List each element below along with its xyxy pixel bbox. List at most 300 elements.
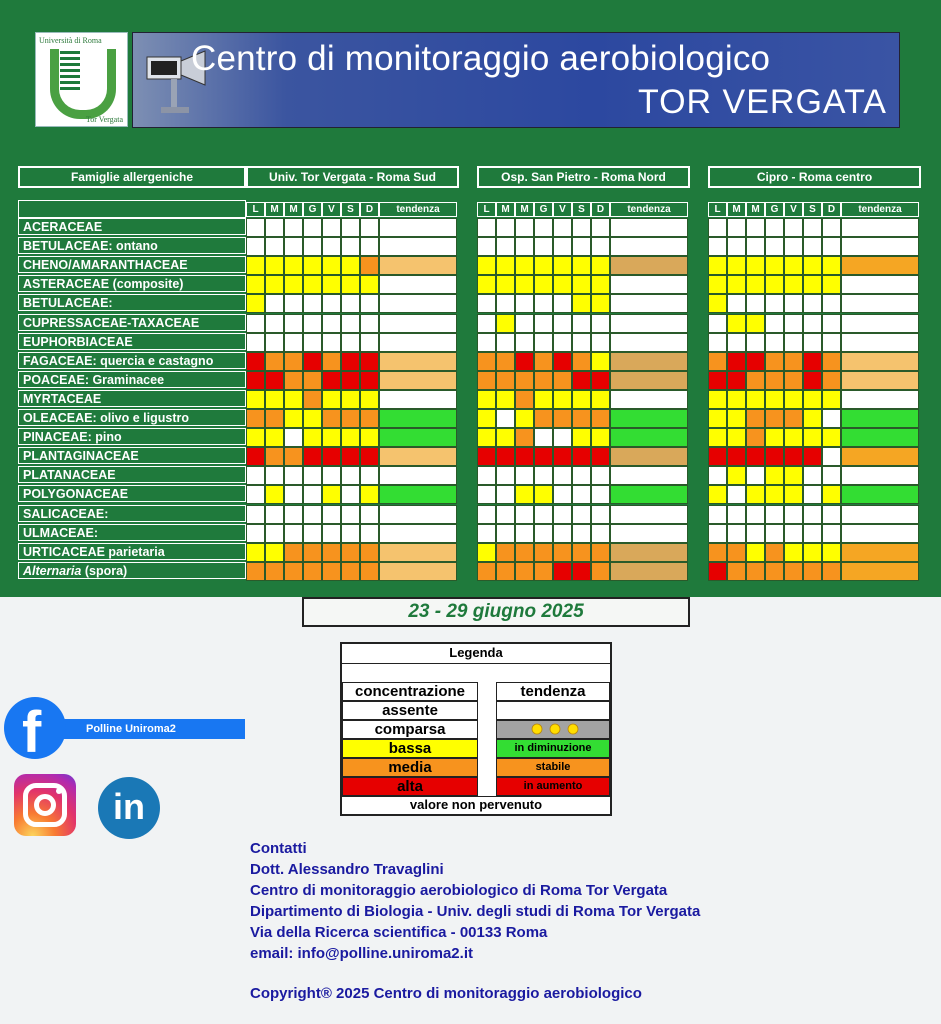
level-cell <box>765 256 784 275</box>
level-cell <box>572 428 591 447</box>
banner <box>132 32 900 128</box>
level-cell <box>360 485 379 504</box>
level-cell <box>572 562 591 581</box>
level-cell <box>784 256 803 275</box>
level-cell <box>246 447 265 466</box>
level-cell <box>341 314 360 333</box>
level-cell <box>322 294 341 313</box>
trend-cell <box>610 562 688 581</box>
level-cell <box>822 562 841 581</box>
family-label: MYRTACEAE <box>18 390 246 407</box>
family-label: ASTERACEAE (composite) <box>18 275 246 292</box>
level-cell <box>322 256 341 275</box>
level-cell <box>727 428 746 447</box>
level-cell <box>265 237 284 256</box>
level-cell <box>477 218 496 237</box>
level-cell <box>265 314 284 333</box>
instagram-icon[interactable] <box>14 774 76 836</box>
trend-cell <box>610 256 688 275</box>
level-cell <box>322 505 341 524</box>
level-cell <box>591 447 610 466</box>
level-cell <box>572 333 591 352</box>
level-cell <box>708 294 727 313</box>
trend-cell <box>610 428 688 447</box>
level-cell <box>515 524 534 543</box>
level-cell <box>784 466 803 485</box>
legend-stable: stabile <box>496 758 610 777</box>
level-cell <box>822 218 841 237</box>
level-cell <box>572 237 591 256</box>
trend-cell <box>610 505 688 524</box>
day-header: L <box>246 202 265 217</box>
level-cell <box>727 275 746 294</box>
level-cell <box>496 371 515 390</box>
level-cell <box>534 485 553 504</box>
legend-high: alta <box>342 777 478 796</box>
level-cell <box>553 390 572 409</box>
level-cell <box>265 409 284 428</box>
trend-cell <box>379 352 457 371</box>
trend-cell <box>841 256 919 275</box>
level-cell <box>246 352 265 371</box>
level-cell <box>303 505 322 524</box>
level-cell <box>803 466 822 485</box>
level-cell <box>303 218 322 237</box>
level-cell <box>822 466 841 485</box>
level-cell <box>341 371 360 390</box>
level-cell <box>246 314 265 333</box>
station-header-3: Cipro - Roma centro <box>708 166 921 188</box>
level-cell <box>496 294 515 313</box>
level-cell <box>765 314 784 333</box>
level-cell <box>496 485 515 504</box>
level-cell <box>360 390 379 409</box>
level-cell <box>534 275 553 294</box>
level-cell <box>765 333 784 352</box>
level-cell <box>708 314 727 333</box>
level-cell <box>591 409 610 428</box>
level-cell <box>341 524 360 543</box>
level-cell <box>727 390 746 409</box>
level-cell <box>784 390 803 409</box>
facebook-icon[interactable]: f <box>4 697 66 759</box>
level-cell <box>803 505 822 524</box>
trend-cell <box>841 562 919 581</box>
trend-cell <box>841 333 919 352</box>
level-cell <box>553 218 572 237</box>
trend-cell <box>379 256 457 275</box>
trend-cell <box>841 275 919 294</box>
day-header: L <box>477 202 496 217</box>
level-cell <box>284 333 303 352</box>
banner-title: Centro di monitoraggio aerobiologico <box>191 39 771 78</box>
family-label: BETULACEAE: ontano <box>18 237 246 254</box>
level-cell <box>515 409 534 428</box>
family-label: CHENO/AMARANTHACEAE <box>18 256 246 273</box>
level-cell <box>803 314 822 333</box>
level-cell <box>727 543 746 562</box>
level-cell <box>360 237 379 256</box>
family-label: URTICACEAE parietaria <box>18 543 246 560</box>
legend-trend-header: tendenza <box>496 682 610 701</box>
day-header: S <box>803 202 822 217</box>
level-cell <box>765 237 784 256</box>
level-cell <box>822 543 841 562</box>
trend-cell <box>610 352 688 371</box>
trend-cell <box>379 390 457 409</box>
level-cell <box>477 562 496 581</box>
contact-email[interactable]: email: info@polline.uniroma2.it <box>250 945 473 962</box>
level-cell <box>303 333 322 352</box>
level-cell <box>822 314 841 333</box>
level-cell <box>822 371 841 390</box>
level-cell <box>265 333 284 352</box>
trend-cell <box>610 485 688 504</box>
day-header: S <box>341 202 360 217</box>
level-cell <box>822 294 841 313</box>
day-header: V <box>784 202 803 217</box>
level-cell <box>341 447 360 466</box>
level-cell <box>765 275 784 294</box>
trend-cell <box>379 371 457 390</box>
trend-cell <box>610 314 688 333</box>
level-cell <box>727 466 746 485</box>
level-cell <box>341 409 360 428</box>
level-cell <box>360 218 379 237</box>
level-cell <box>591 294 610 313</box>
level-cell <box>784 485 803 504</box>
banner-subtitle: TOR VERGATA <box>637 83 887 121</box>
level-cell <box>803 447 822 466</box>
family-label: CUPRESSACEAE-TAXACEAE <box>18 314 246 331</box>
level-cell <box>496 275 515 294</box>
level-cell <box>265 275 284 294</box>
level-cell <box>534 409 553 428</box>
station-header-1: Univ. Tor Vergata - Roma Sud <box>246 166 459 188</box>
level-cell <box>746 218 765 237</box>
level-cell <box>746 562 765 581</box>
level-cell <box>784 505 803 524</box>
level-cell <box>746 237 765 256</box>
level-cell <box>727 409 746 428</box>
level-cell <box>265 505 284 524</box>
trend-cell <box>610 466 688 485</box>
level-cell <box>341 352 360 371</box>
level-cell <box>360 524 379 543</box>
level-cell <box>341 294 360 313</box>
level-cell <box>284 314 303 333</box>
trend-cell <box>841 466 919 485</box>
trend-cell <box>379 466 457 485</box>
level-cell <box>822 390 841 409</box>
level-cell <box>708 218 727 237</box>
level-cell <box>822 275 841 294</box>
level-cell <box>477 371 496 390</box>
level-cell <box>765 428 784 447</box>
level-cell <box>591 466 610 485</box>
family-label: OLEACEAE: olivo e ligustro <box>18 409 246 426</box>
trend-header: tendenza <box>841 202 919 217</box>
level-cell <box>265 218 284 237</box>
level-cell <box>322 390 341 409</box>
level-cell <box>341 218 360 237</box>
level-cell <box>765 294 784 313</box>
level-cell <box>765 371 784 390</box>
level-cell <box>341 562 360 581</box>
level-cell <box>515 543 534 562</box>
level-cell <box>322 524 341 543</box>
level-cell <box>265 352 284 371</box>
family-label: PINACEAE: pino <box>18 428 246 445</box>
trend-cell <box>841 505 919 524</box>
level-cell <box>303 466 322 485</box>
trend-cell <box>379 314 457 333</box>
level-cell <box>360 256 379 275</box>
day-header: S <box>572 202 591 217</box>
level-cell <box>591 333 610 352</box>
level-cell <box>515 428 534 447</box>
date-range: 23 - 29 giugno 2025 <box>302 597 690 627</box>
level-cell <box>727 352 746 371</box>
trend-cell <box>841 218 919 237</box>
contact-name: Dott. Alessandro Travaglini <box>250 861 444 878</box>
level-cell <box>303 275 322 294</box>
level-cell <box>246 218 265 237</box>
level-cell <box>553 237 572 256</box>
level-cell <box>360 294 379 313</box>
level-cell <box>284 466 303 485</box>
level-cell <box>822 505 841 524</box>
level-cell <box>265 390 284 409</box>
level-cell <box>265 562 284 581</box>
level-cell <box>572 371 591 390</box>
level-cell <box>496 524 515 543</box>
level-cell <box>534 562 553 581</box>
level-cell <box>322 428 341 447</box>
level-cell <box>784 352 803 371</box>
trend-cell <box>610 390 688 409</box>
level-cell <box>572 275 591 294</box>
trend-cell <box>610 333 688 352</box>
level-cell <box>765 562 784 581</box>
level-cell <box>284 371 303 390</box>
level-cell <box>265 256 284 275</box>
level-cell <box>591 237 610 256</box>
level-cell <box>553 333 572 352</box>
level-cell <box>303 543 322 562</box>
level-cell <box>591 524 610 543</box>
level-cell <box>496 428 515 447</box>
trend-header: tendenza <box>379 202 457 217</box>
level-cell <box>477 237 496 256</box>
level-cell <box>515 237 534 256</box>
trend-cell <box>841 543 919 562</box>
level-cell <box>496 352 515 371</box>
level-cell <box>553 543 572 562</box>
contact-center: Centro di monitoraggio aerobiologico di Roma Tor Vergata <box>250 882 668 899</box>
level-cell <box>284 428 303 447</box>
level-cell <box>534 428 553 447</box>
legend-absent: assente <box>342 701 478 720</box>
level-cell <box>360 314 379 333</box>
level-cell <box>803 294 822 313</box>
level-cell <box>553 505 572 524</box>
level-cell <box>784 428 803 447</box>
trend-header: tendenza <box>610 202 688 217</box>
level-cell <box>246 562 265 581</box>
level-cell <box>515 314 534 333</box>
level-cell <box>477 485 496 504</box>
trend-cell <box>841 294 919 313</box>
legend-low: bassa <box>342 739 478 758</box>
level-cell <box>746 524 765 543</box>
level-cell <box>360 543 379 562</box>
linkedin-icon[interactable]: in <box>98 777 160 839</box>
level-cell <box>553 314 572 333</box>
level-cell <box>496 390 515 409</box>
level-cell <box>572 218 591 237</box>
trend-cell <box>610 409 688 428</box>
dots-icon <box>513 721 593 738</box>
day-header: L <box>708 202 727 217</box>
level-cell <box>822 485 841 504</box>
trend-cell <box>379 524 457 543</box>
logo-bottom-text: Tor Vergata <box>85 115 123 124</box>
day-header: D <box>591 202 610 217</box>
level-cell <box>284 218 303 237</box>
level-cell <box>572 314 591 333</box>
level-cell <box>803 428 822 447</box>
facebook-link[interactable]: Polline Uniroma2 <box>60 719 245 739</box>
level-cell <box>265 524 284 543</box>
level-cell <box>553 275 572 294</box>
level-cell <box>822 428 841 447</box>
trend-cell <box>610 543 688 562</box>
level-cell <box>265 371 284 390</box>
trend-cell <box>841 237 919 256</box>
level-cell <box>284 543 303 562</box>
level-cell <box>803 256 822 275</box>
legend-increasing: in aumento <box>496 777 610 796</box>
level-cell <box>534 466 553 485</box>
level-cell <box>515 447 534 466</box>
level-cell <box>477 409 496 428</box>
level-cell <box>534 524 553 543</box>
level-cell <box>784 409 803 428</box>
trend-cell <box>379 485 457 504</box>
trend-cell <box>610 447 688 466</box>
level-cell <box>746 333 765 352</box>
level-cell <box>534 333 553 352</box>
level-cell <box>708 485 727 504</box>
level-cell <box>303 294 322 313</box>
family-label: POLYGONACEAE <box>18 485 246 502</box>
level-cell <box>341 428 360 447</box>
level-cell <box>727 314 746 333</box>
family-label: PLATANACEAE <box>18 466 246 483</box>
trend-cell <box>841 352 919 371</box>
logo-top-text: Università di Roma <box>39 36 102 45</box>
trend-cell <box>379 505 457 524</box>
level-cell <box>515 371 534 390</box>
level-cell <box>496 505 515 524</box>
level-cell <box>496 466 515 485</box>
level-cell <box>708 256 727 275</box>
level-cell <box>746 428 765 447</box>
level-cell <box>822 333 841 352</box>
level-cell <box>784 275 803 294</box>
level-cell <box>803 333 822 352</box>
level-cell <box>265 485 284 504</box>
trend-cell <box>610 275 688 294</box>
level-cell <box>803 371 822 390</box>
level-cell <box>803 524 822 543</box>
level-cell <box>727 218 746 237</box>
level-cell <box>765 485 784 504</box>
day-header: V <box>322 202 341 217</box>
level-cell <box>322 466 341 485</box>
level-cell <box>322 218 341 237</box>
level-cell <box>822 409 841 428</box>
trend-cell <box>379 333 457 352</box>
level-cell <box>246 524 265 543</box>
level-cell <box>553 294 572 313</box>
level-cell <box>284 256 303 275</box>
level-cell <box>784 218 803 237</box>
contact-address: Via della Ricerca scientifica - 00133 Roma <box>250 924 548 941</box>
level-cell <box>322 543 341 562</box>
level-cell <box>303 256 322 275</box>
level-cell <box>477 256 496 275</box>
level-cell <box>822 256 841 275</box>
families-header: Famiglie allergeniche <box>18 166 246 188</box>
level-cell <box>246 505 265 524</box>
level-cell <box>534 294 553 313</box>
level-cell <box>265 447 284 466</box>
level-cell <box>284 409 303 428</box>
level-cell <box>534 390 553 409</box>
level-cell <box>803 390 822 409</box>
level-cell <box>322 333 341 352</box>
level-cell <box>341 256 360 275</box>
family-label: Alternaria (spora) <box>18 562 246 579</box>
trend-cell <box>841 428 919 447</box>
level-cell <box>496 562 515 581</box>
level-cell <box>360 275 379 294</box>
level-cell <box>265 428 284 447</box>
level-cell <box>708 543 727 562</box>
level-cell <box>746 314 765 333</box>
level-cell <box>822 237 841 256</box>
level-cell <box>746 256 765 275</box>
trend-cell <box>379 562 457 581</box>
level-cell <box>303 371 322 390</box>
level-cell <box>246 428 265 447</box>
level-cell <box>303 390 322 409</box>
level-cell <box>765 409 784 428</box>
level-cell <box>591 390 610 409</box>
level-cell <box>803 543 822 562</box>
level-cell <box>515 466 534 485</box>
level-cell <box>477 314 496 333</box>
level-cell <box>477 294 496 313</box>
trend-cell <box>610 294 688 313</box>
level-cell <box>572 524 591 543</box>
level-cell <box>822 447 841 466</box>
level-cell <box>591 275 610 294</box>
level-cell <box>515 333 534 352</box>
level-cell <box>341 333 360 352</box>
